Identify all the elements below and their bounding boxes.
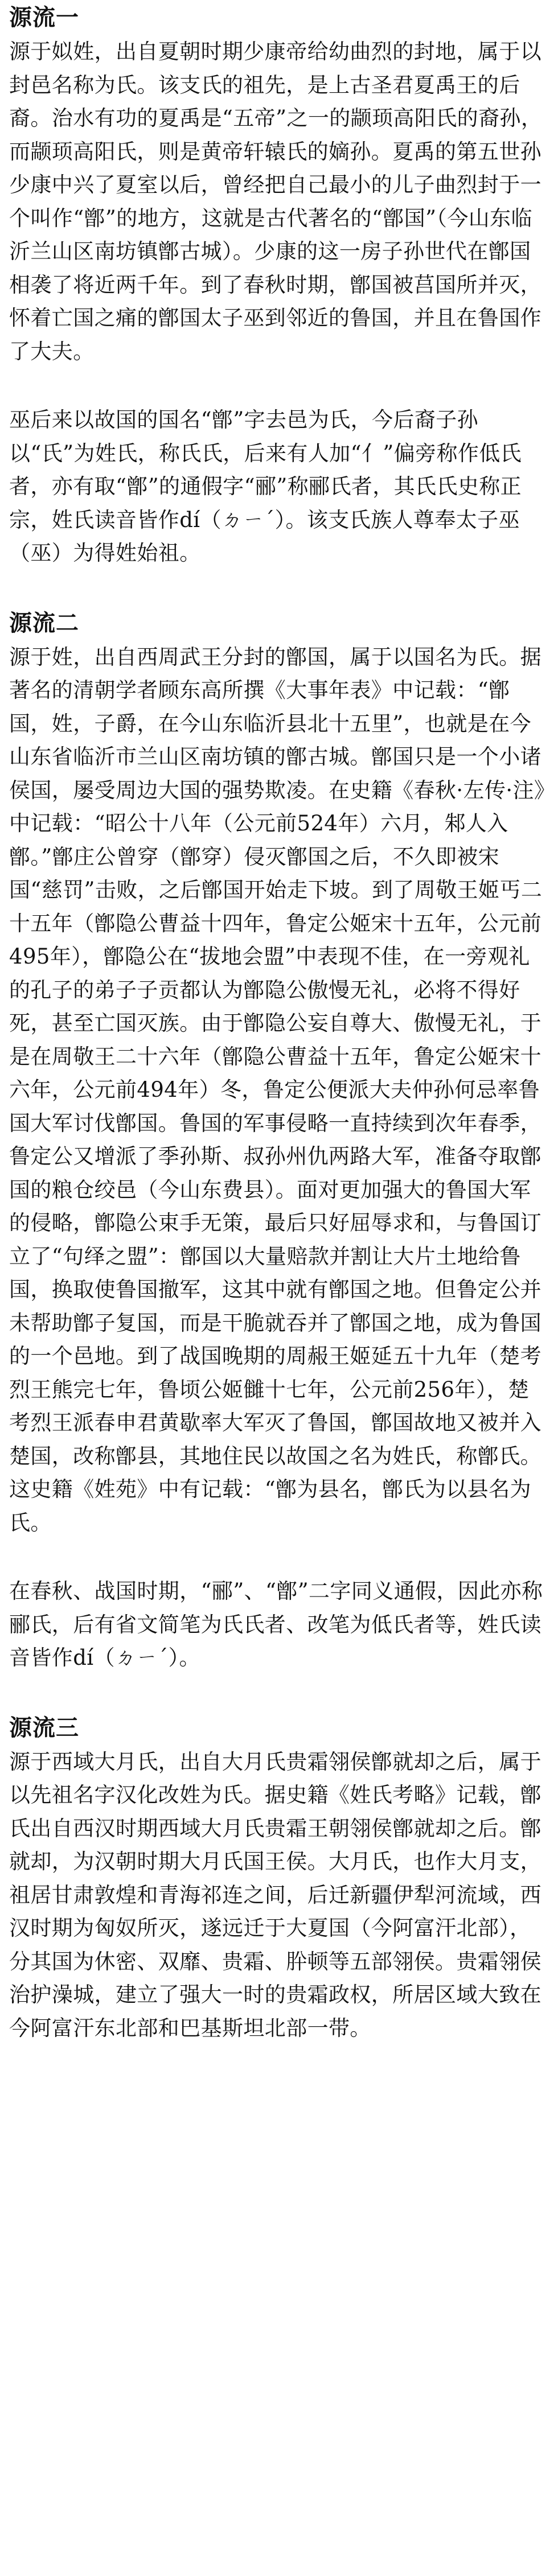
paragraph: 源于姒姓，出自夏朝时期少康帝给幼曲烈的封地，属于以封邑名称为氏。该支氏的祖先，是上古圣君夏禹王的后裔。治水有功的夏禹是“五帝”之一的颛顼高阳氏的裔孙，而颛顼高阳氏，则是黄帝轩辕氏的嫡孙。夏禹的第五世孙少康中兴了夏室以后，曾经把自己最小的儿子曲烈封于一个叫作“鄫”的地方，这就是古代著名的“鄫国”（今山东临沂兰山区南坊镇鄫古城）。少康的这一房子孙世代在鄫国相袭了将近两千年。到了春秋时期，鄫国被莒国所并灭，怀着亡国之痛的鄫国太子巫到邻近的鲁国，并且在鲁国作了大夫。 [9, 39, 543, 364]
section-heading: 源流一 [9, 4, 79, 31]
paragraph: 在春秋、战国时期，“郦”、“鄫”二字同义通假，因此亦称郦氏，后有省文简笔为氏氏者、改笔为低氏者等，姓氏读音皆作dí（ㄉㄧˊ）。 [9, 1579, 543, 1670]
section-origin-2 [9, 606, 547, 1675]
paragraph: 源于西域大月氏，出自大月氏贵霜翎侯鄫就却之后，属于以先祖名字汉化改姓为氏。据史籍《姓氏考略》记载，鄫氏出自西汉时期西域大月氏贵霜王朝翎侯鄫就却之后。鄫就却，为汉朝时期大月氏国王侯。大月氏，也作大月支，祖居甘肃敦煌和青海祁连之间，后迁新疆伊犁河流域，西汉时期为匈奴所灭，遂远迁于大夏国（今阿富汗北部），分其国为休密、双靡、贵霜、肸顿等五部翎侯。贵霜翎侯治护澡城，建立了强大一时的贵霜政权，所居区域大致在今阿富汗东北部和巴基斯坦北部一带。 [9, 1749, 541, 2040]
section-gap [9, 570, 547, 606]
section-gap [9, 1675, 547, 1710]
paragraph-gap [9, 1540, 547, 1575]
section-heading: 源流二 [9, 609, 79, 636]
section-origin-1 [9, 0, 547, 570]
paragraph-gap [9, 368, 547, 404]
section-heading: 源流三 [9, 1714, 79, 1741]
paragraph: 源于姓，出自西周武王分封的鄫国，属于以国名为氏。据著名的清朝学者顾东高所撰《大事年表》中记载：“鄫国，姓，子爵，在今山东临沂县北十五里”，也就是在今山东省临沂市兰山区南坊镇的鄫古城。鄫国只是一个小诸侯国，屡受周边大国的强势欺凌。在史籍《春秋·左传·注》中记载：“昭公十八年（公元前524年）六月，邾人入鄫。”鄫庄公曾穿（鄫穿）侵灭鄫国之后，不久即被宋国“慈罚”击败，之后鄫国开始走下坡。到了周敬王姬丐二十五年（鄫隐公曹益十四年，鲁定公姬宋十五年，公元前495年），鄫隐公在“拔地会盟”中表现不佳，在一旁观礼的孔子的弟子子贡都认为鄫隐公傲慢无礼，必将不得好死，甚至亡国灭族。由于鄫隐公妄自尊大、傲慢无礼，于是在周敬王二十六年（鄫隐公曹益十五年，鲁定公姬宋十六年，公元前494年）冬，鲁定公便派大夫仲孙何忌率鲁国大军讨伐鄫国。鲁国的军事侵略一直持续到次年春季，鲁定公又增派了季孙斯、叔孙州仇两路大军，准备夺取鄫国的粮仓绞邑（今山东费县）。面对更加强大的鲁国大军的侵略，鄫隐公束手无策，最后只好屈辱求和，与鲁国订立了“句绎之盟”：鄫国以大量赔款并割让大片土地给鲁国，换取使鲁国撤军，这其中就有鄫国之地。但鲁定公并未帮助鄫子复国，而是干脆就吞并了鄫国之地，成为鲁国的一个邑地。到了战国晚期的周赧王姬延五十九年（楚考烈王熊完七年，鲁顷公姬雠十七年，公元前256年），楚考烈王派春申君黄歇率大军灭了鲁国，鄫国故地又被并入楚国，改称鄫县，其地住民以故国之名为姓氏，称鄫氏。这史籍《姓苑》中有记载：“鄫为县名，鄫氏为以县名为氏。 [9, 644, 545, 1535]
section-origin-3 [9, 1710, 547, 2046]
paragraph: 巫后来以故国的国名“鄫”字去邑为氏，今后裔子孙以“氏”为姓氏，称氏氏，后来有人加“亻”偏旁称作低氏者，亦有取“鄫”的通假字“郦”称郦氏者，其氏氏史称正宗，姓氏读音皆作dí（ㄉㄧˊ）。该支氏族人尊奉太子巫（巫）为得姓始祖。 [9, 408, 522, 565]
